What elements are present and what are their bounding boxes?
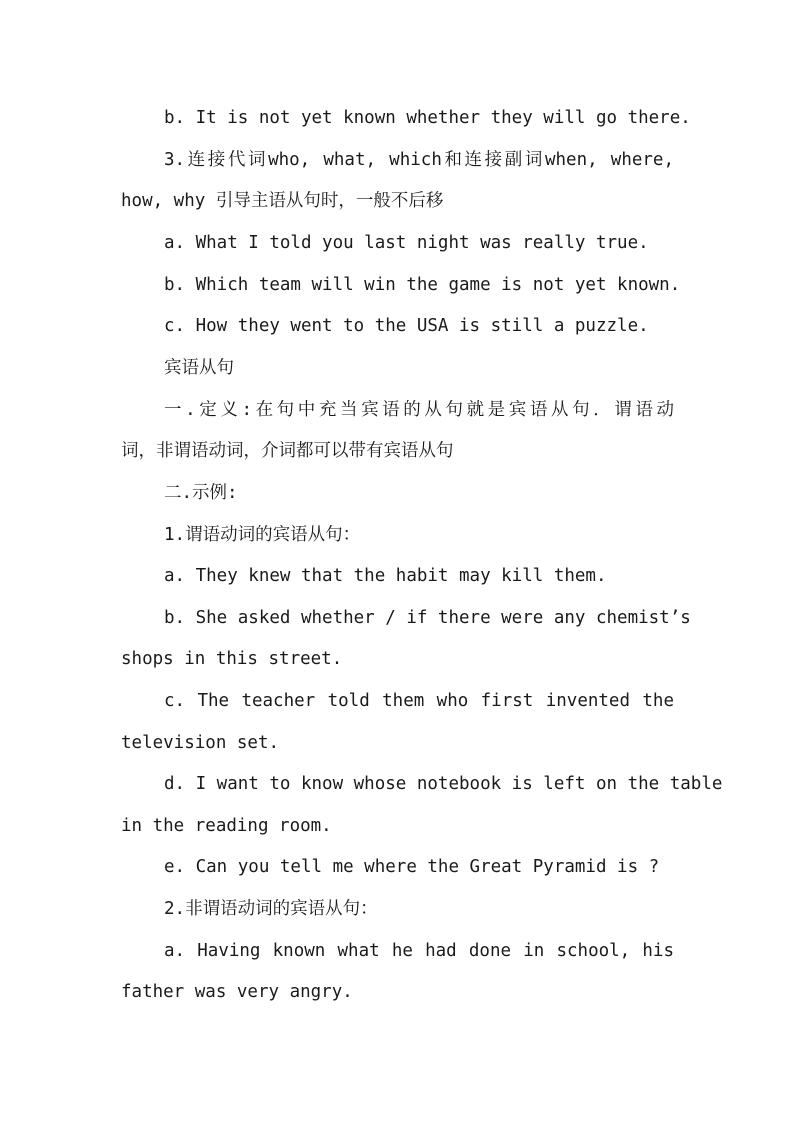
text-line: b. Which team will win the game is not yet known. bbox=[164, 275, 681, 295]
text-line: 二.示例: bbox=[164, 483, 238, 503]
text-line: father was very angry. bbox=[121, 982, 353, 1002]
text-line: 3.连接代词who, what, which和连接副词when, where, bbox=[164, 150, 674, 170]
text-line: b. She asked whether / if there were any chemist’s bbox=[164, 608, 691, 628]
text-line: c. How they went to the USA is still a puzzle. bbox=[164, 316, 649, 336]
text-line: e. Can you tell me where the Great Pyramid is ? bbox=[164, 857, 660, 877]
text-line: how, why 引导主语从句时，一般不后移 bbox=[121, 191, 444, 211]
text-line: 一.定义:在句中充当宾语的从句就是宾语从句．谓语动 bbox=[164, 400, 674, 420]
text-line: 2.非谓语动词的宾语从句： bbox=[164, 899, 378, 919]
text-line: a. What I told you last night was really true. bbox=[164, 233, 649, 253]
text-line: in the reading room. bbox=[121, 816, 332, 836]
text-line: 1.谓语动词的宾语从句： bbox=[164, 525, 361, 545]
text-line: a. They knew that the habit may kill them. bbox=[164, 566, 607, 586]
text-line: television set. bbox=[121, 733, 280, 753]
text-line: a. Having known what he had done in school, his bbox=[164, 941, 674, 961]
text-line: 词，非谓语动词，介词都可以带有宾语从句 bbox=[121, 441, 454, 461]
text-line: d. I want to know whose notebook is left on the table bbox=[164, 774, 723, 794]
text-line: c. The teacher told them who first invented the bbox=[164, 691, 674, 711]
text-line: shops in this street. bbox=[121, 649, 343, 669]
section-heading: 宾语从句 bbox=[164, 358, 234, 378]
text-line: b. It is not yet known whether they will go there. bbox=[164, 108, 691, 128]
